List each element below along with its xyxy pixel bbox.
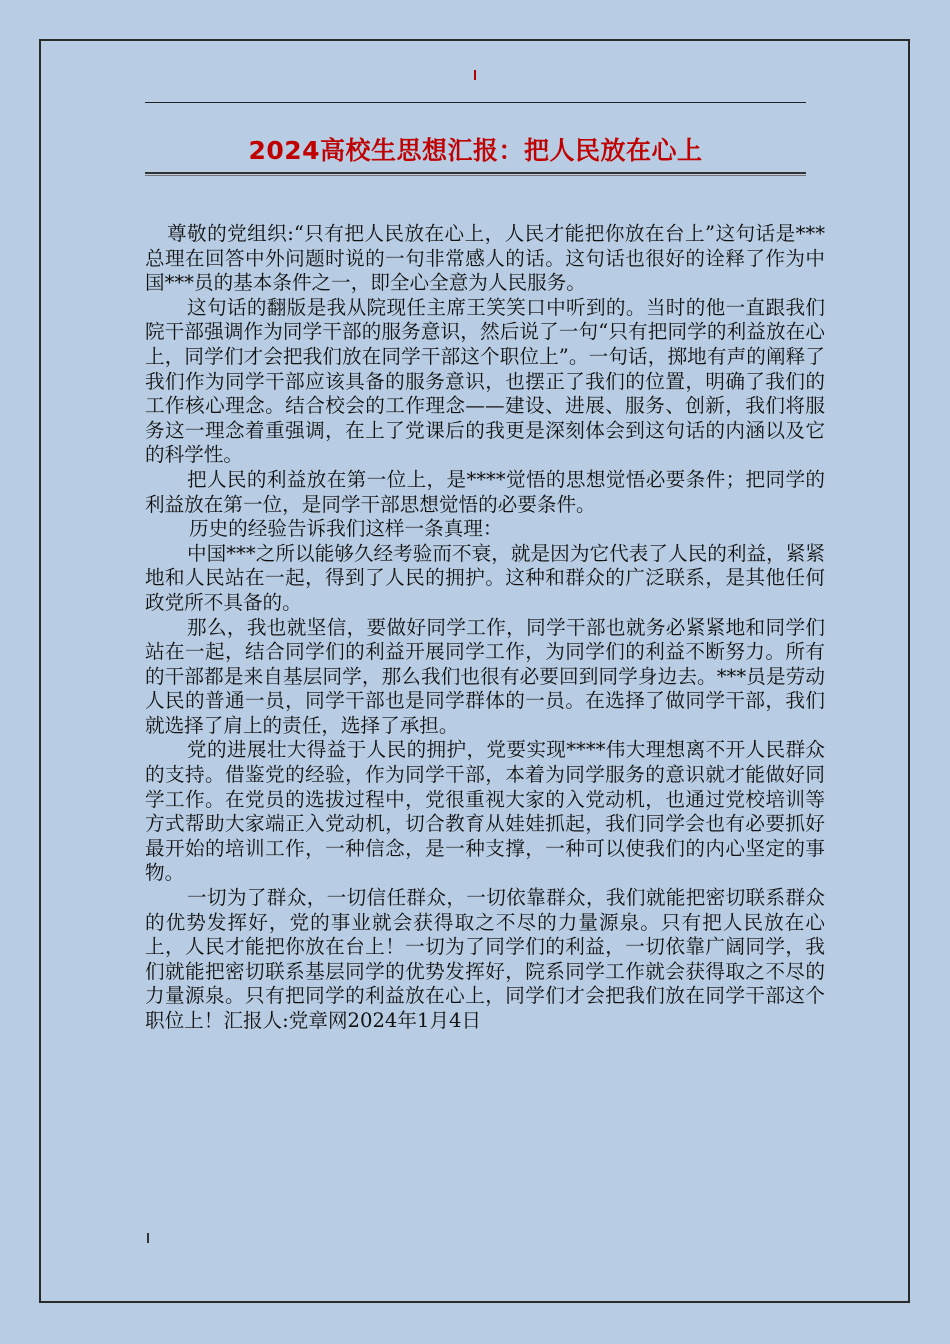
- header-mark: [474, 70, 476, 80]
- title-underline: [145, 172, 806, 176]
- paragraph-origin: 这句话的翻版是我从院现任主席王笑笑口中听到的。当时的他一直跟我们院干部强调作为同学干部的服务意识，然后说了一句“只有把同学的利益放在心上，同学们才会把我们放在同学干部这个职位上”。一句话，掷地有声的阐释了我们作为同学干部应该具备的服务意识，也摆正了我们的位置，明确了我们的工作核心理念。结合校会的工作理念——建设、进展、服务、创新，我们将服务这一理念着重强调，在上了党课后的我更是深刻体会到这句话的内涵以及它的科学性。: [145, 295, 825, 467]
- paragraph-priority: 把人民的利益放在第一位上，是****觉悟的思想觉悟必要条件；把同学的利益放在第一位，是同学干部思想觉悟的必要条件。: [145, 467, 825, 516]
- paragraph-history: 中国***之所以能够久经考验而不衰，就是因为它代表了人民的利益，紧紧地和人民站在一起，得到了人民的拥护。这种和群众的广泛联系，是其他任何政党所不具备的。: [145, 541, 825, 614]
- paragraph-belief: 那么，我也就坚信，要做好同学工作，同学干部也就务必紧紧地和同学们站在一起，结合同学们的利益开展同学工作，为同学们的利益不断努力。所有的干部都是来自基层同学，那么我们也很有必要回到同学身边去。***员是劳动人民的普通一员，同学干部也是同学群体的一员。在选择了做同学干部，我们就选择了肩上的责任，选择了承担。: [145, 615, 825, 737]
- paragraph-history-intro: 历史的经验告诉我们这样一条真理：: [189, 517, 503, 541]
- paragraph-conclusion: 一切为了群众，一切信任群众，一切依靠群众，我们就能把密切联系群众的优势发挥好，党的事业就会获得取之不尽的力量源泉。只有把人民放在心上，人民才能把你放在台上！一切为了同学们的利益，一切依靠广阔同学，我们就能把密切联系基层同学的优势发挥好，院系同学工作就会获得取之不尽的力量源泉。只有把同学的利益放在心上，同学们才会把我们放在同学干部这个职位上！汇报人:党章网2024年1月4日: [145, 886, 825, 1032]
- paragraph-salutation: 尊敬的党组织:“只有把人民放在心上，人民才能把你放在台上”这句话是***总理在回答中外问题时说的一句非常感人的话。这句话也很好的诠释了作为中国***员的基本条件之一，即全心全意为人民服务。: [145, 222, 825, 295]
- document-title: 2024高校生思想汇报：把人民放在心上: [248, 136, 703, 165]
- document-body: [145, 222, 825, 1034]
- header-rule: [145, 102, 806, 103]
- footer-mark: [147, 1233, 149, 1243]
- paragraph-development: 党的进展壮大得益于人民的拥护，党要实现****伟大理想离不开人民群众的支持。借鉴党的经验，作为同学干部，本着为同学服务的意识就才能做好同学工作。在党员的选拔过程中，党很重视大家的入党动机，也通过党校培训等方式帮助大家端正入党动机，切合教育从娃娃抓起，我们同学会也有必要抓好最开始的培训工作，一种信念，是一种支撑，一种可以使我们的内心坚定的事物。: [145, 738, 825, 885]
